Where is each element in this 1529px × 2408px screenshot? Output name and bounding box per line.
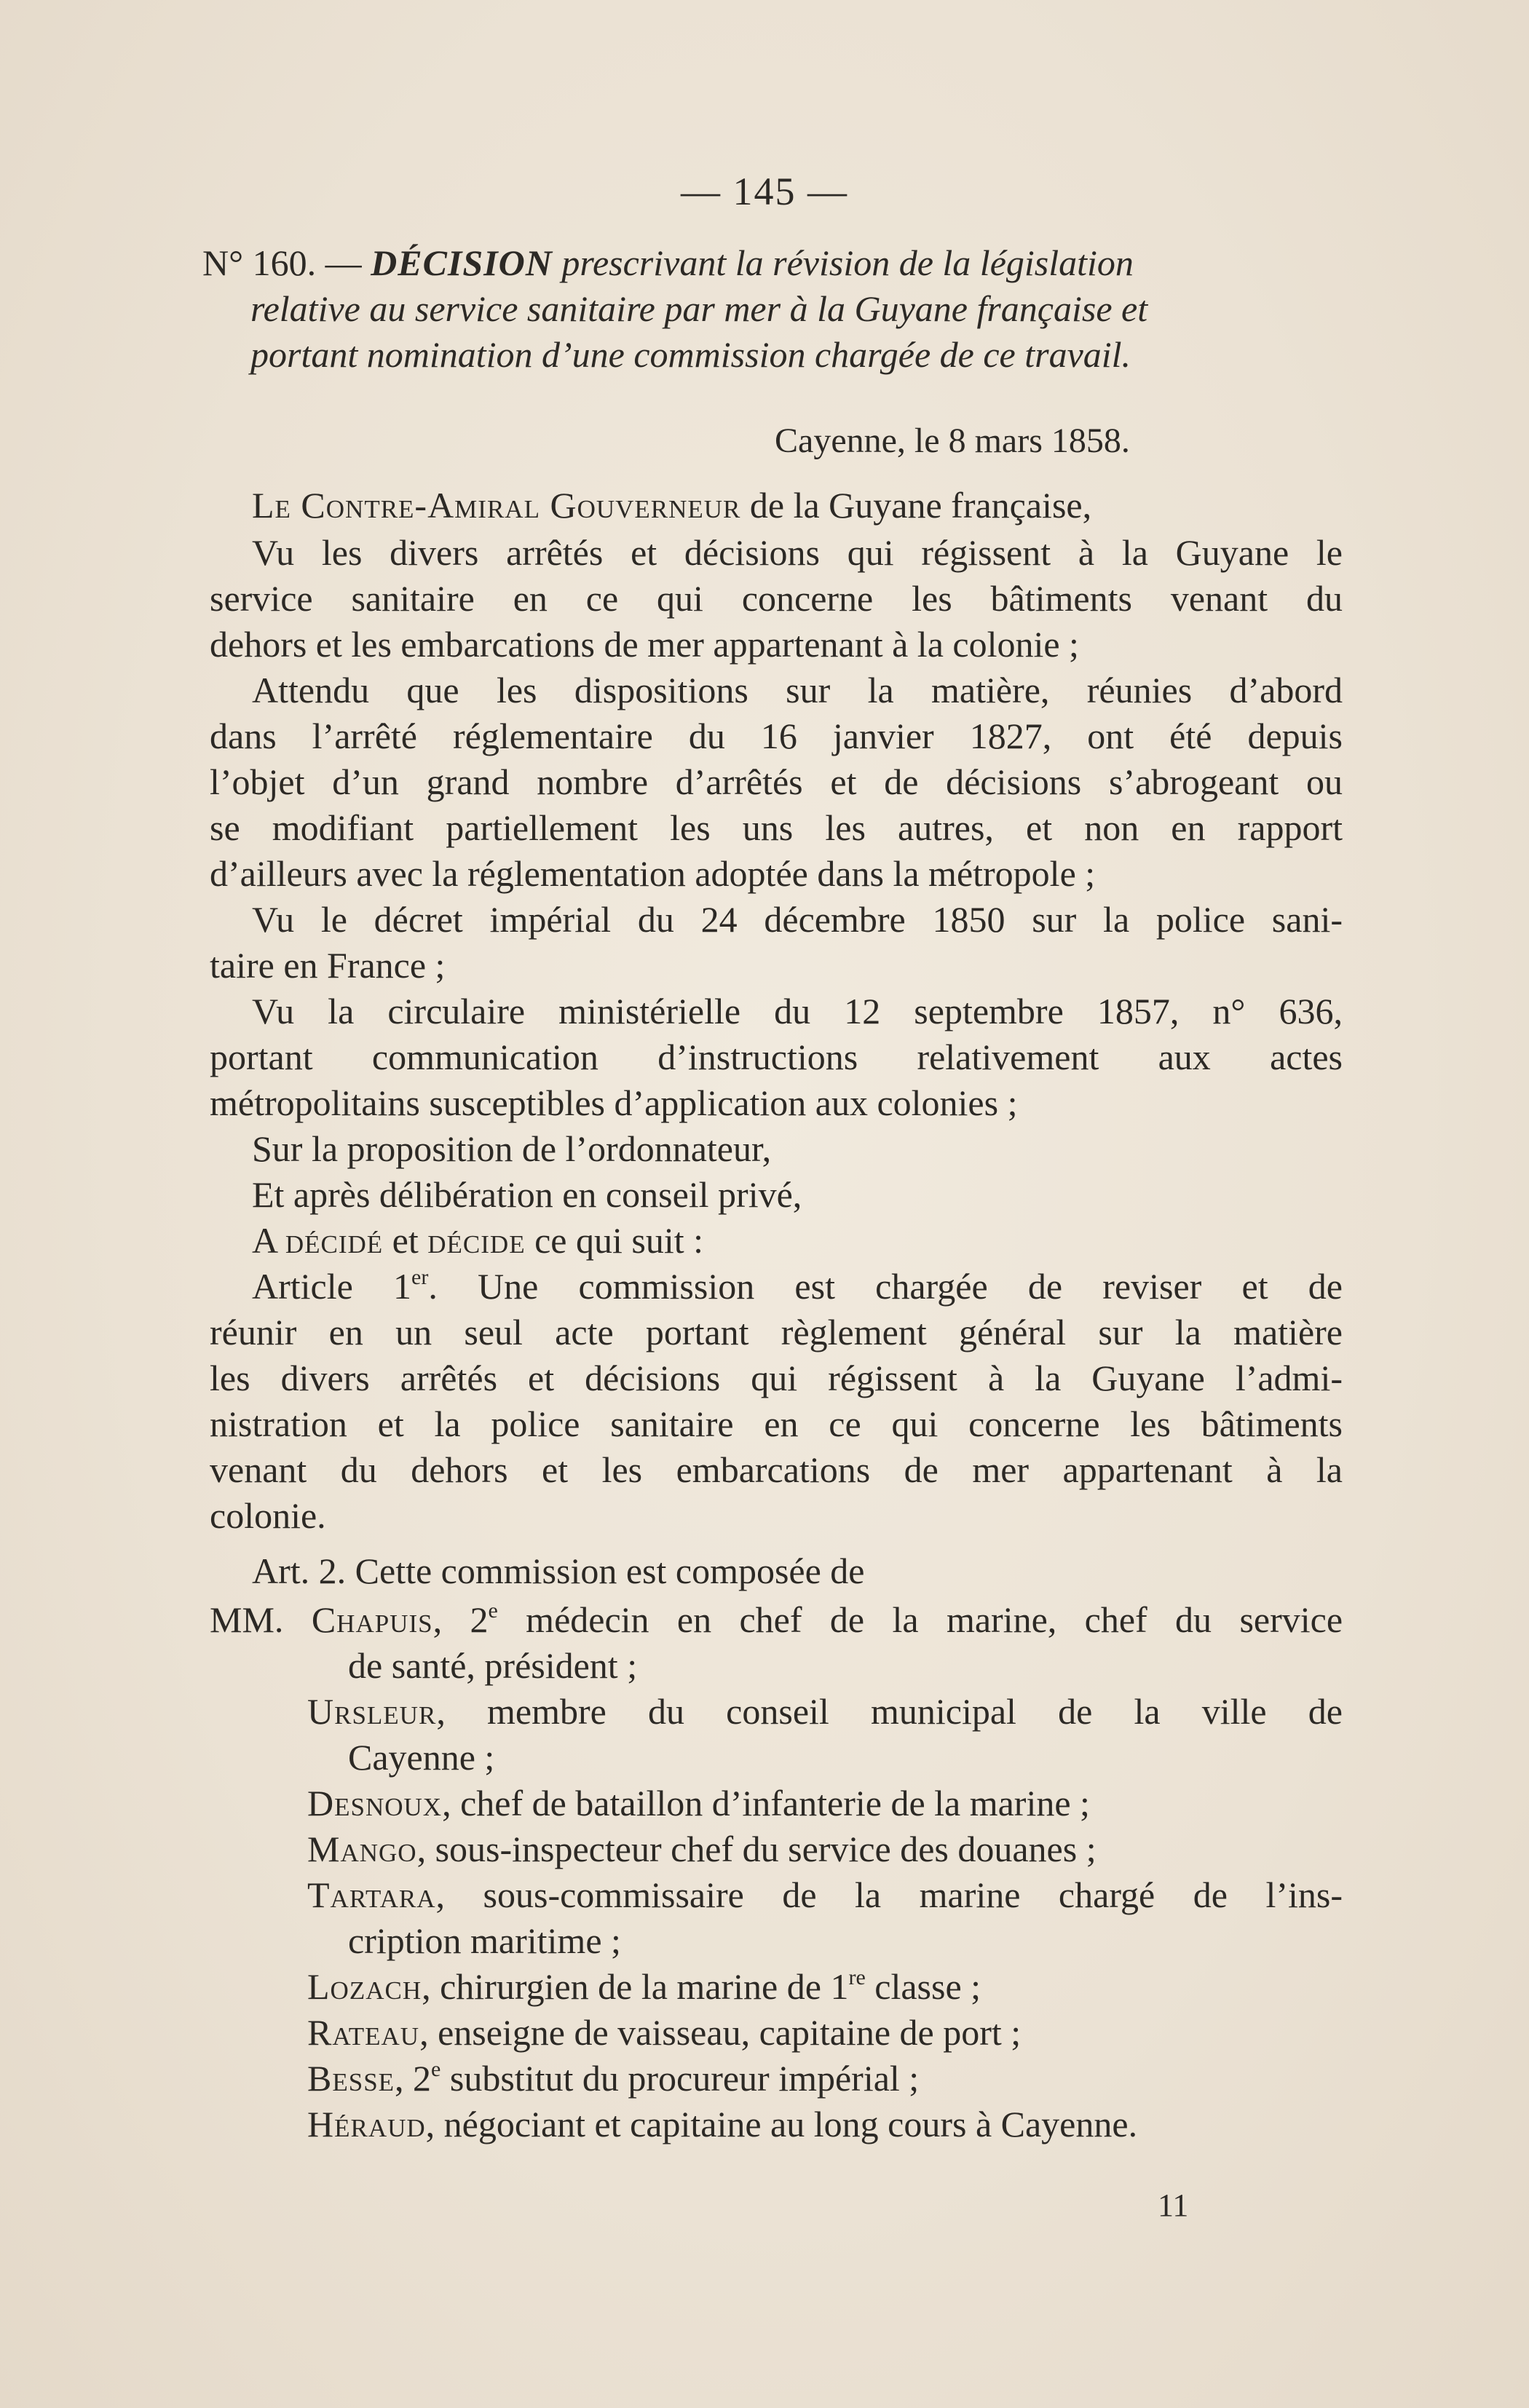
article-1-line-1	[252, 1265, 1343, 1307]
member-name: Chapuis	[311, 1599, 433, 1640]
text-line: se modifiant partiellement les uns les autres, et non en rapport	[210, 807, 1343, 848]
heading-line-3: portant nomination d’une commission chargée de ce travail.	[250, 334, 1131, 375]
decision-a: A	[252, 1220, 277, 1261]
member-cont: de santé, président ;	[348, 1645, 638, 1686]
page-number: — 145 —	[681, 170, 848, 213]
text-line: Et après délibération en conseil privé,	[252, 1174, 802, 1215]
member-sup: e	[488, 1599, 498, 1623]
member-text: , sous-commissaire de la marine chargé de l’ins-	[435, 1874, 1343, 1915]
member-text: , membre du conseil municipal de la ville de	[436, 1691, 1343, 1732]
member-text: médecin en chef de la marine, chef du service	[497, 1599, 1343, 1640]
text-line: Attendu que les dispositions sur la matière, réunies d’abord	[252, 670, 1343, 710]
decision-heading	[202, 240, 1346, 378]
text-line: dans l’arrêté réglementaire du 16 janvier 1827, ont été depuis	[210, 716, 1343, 756]
decision-decide-2: décide	[427, 1220, 526, 1261]
text-line: portant communication d’instructions relativement aux actes	[210, 1037, 1343, 1077]
decision-line	[252, 1219, 1343, 1262]
member-text: , négociant et capitaine au long cours à Cayenne.	[425, 2104, 1138, 2144]
heading-line-2: relative au service sanitaire par mer à la Guyane française et	[250, 288, 1148, 329]
article-1-line: les divers arrêtés et décisions qui régissent à la Guyane l’admi-	[210, 1358, 1343, 1398]
member-text: , enseigne de vaisseau, capitaine de port ;	[419, 2012, 1022, 2053]
heading-number: N° 160. —	[202, 242, 362, 283]
heading-line-1	[202, 242, 1134, 283]
dateline: Cayenne, le 8 mars 1858.	[775, 421, 1130, 460]
member-sup: re	[848, 1965, 866, 1989]
text-line: d’ailleurs avec la réglementation adoptée dans la métropole ;	[210, 853, 1096, 894]
member-name: Héraud	[307, 2104, 426, 2144]
member-line	[307, 1828, 1343, 1870]
article-1-rest: . Une commission est chargée de reviser et de	[428, 1266, 1343, 1307]
authority-line	[252, 484, 1343, 526]
member-text: , chirurgien de la marine de 1	[422, 1966, 849, 2007]
member-name: Tartara	[307, 1874, 436, 1915]
member-line	[210, 1599, 1343, 1641]
member-text: substitut du procureur impérial ;	[440, 2058, 920, 2099]
member-cont: Cayenne ;	[348, 1737, 495, 1778]
decision-rest: ce qui suit :	[534, 1220, 703, 1261]
member-line	[307, 1874, 1343, 1916]
article-1-line: nistration et la police sanitaire en ce qui concerne les bâtiments	[210, 1403, 1343, 1444]
member-line	[307, 1782, 1343, 1824]
authority-rest: de la Guyane française,	[749, 485, 1092, 526]
member-name: Desnoux	[307, 1783, 443, 1823]
member-line	[307, 1965, 1343, 2008]
member-line	[307, 2057, 1343, 2099]
text-line: métropolitains susceptibles d’application aux colonies ;	[210, 1082, 1018, 1123]
signature-mark: 11	[1158, 2187, 1189, 2223]
member-text: , 2	[432, 1599, 489, 1640]
text-line: Vu le décret impérial du 24 décembre 1850 sur la police sani-	[252, 899, 1343, 940]
member-text: , sous-inspecteur chef du service des douanes ;	[416, 1829, 1097, 1869]
member-line	[307, 2103, 1343, 2145]
decision-et: et	[392, 1220, 419, 1261]
article-2-line: Art. 2. Cette commission est composée de	[252, 1550, 865, 1591]
member-name: Rateau	[307, 2012, 420, 2053]
heading-keyword: DÉCISION	[371, 242, 553, 283]
article-1-line: venant du dehors et les embarcations de mer appartenant à la	[210, 1449, 1343, 1490]
article-1-sup: er	[411, 1265, 429, 1289]
text-line: Vu les divers arrêtés et décisions qui régissent à la Guyane le	[252, 532, 1343, 573]
member-cont: cription maritime ;	[348, 1920, 621, 1961]
member-name: Lozach	[307, 1966, 422, 2007]
member-name: Mango	[307, 1829, 417, 1869]
member-text: , 2	[395, 2058, 432, 2099]
decision-decide-1: décidé	[285, 1220, 384, 1261]
text-line: Vu la circulaire ministérielle du 12 septembre 1857, n° 636,	[252, 991, 1343, 1031]
member-text: , chef de bataillon d’infanterie de la marine ;	[442, 1783, 1090, 1823]
member-prefix: MM.	[210, 1599, 284, 1640]
member-name: Besse	[307, 2058, 395, 2099]
text-line: service sanitaire en ce qui concerne les bâtiments venant du	[210, 578, 1343, 619]
member-text: classe ;	[865, 1966, 981, 2007]
text-line: dehors et les embarcations de mer appartenant à la colonie ;	[210, 624, 1079, 665]
member-name: Ursleur	[307, 1691, 437, 1732]
text-line: Sur la proposition de l’ordonnateur,	[252, 1128, 772, 1169]
member-sup: e	[431, 2057, 441, 2081]
text-line: taire en France ;	[210, 945, 446, 986]
member-line	[307, 1690, 1343, 1732]
text-line: l’objet d’un grand nombre d’arrêtés et de décisions s’abrogeant ou	[210, 761, 1343, 802]
member-line	[307, 2011, 1343, 2053]
heading-line-1-rest: prescrivant la révision de la législation	[561, 242, 1134, 283]
article-1-line: réunir en un seul acte portant règlement général sur la matière	[210, 1312, 1343, 1352]
authority-title: Le Contre-Amiral Gouverneur	[252, 485, 741, 526]
article-1-label: Article 1	[252, 1266, 412, 1307]
article-1-line: colonie.	[210, 1495, 326, 1536]
